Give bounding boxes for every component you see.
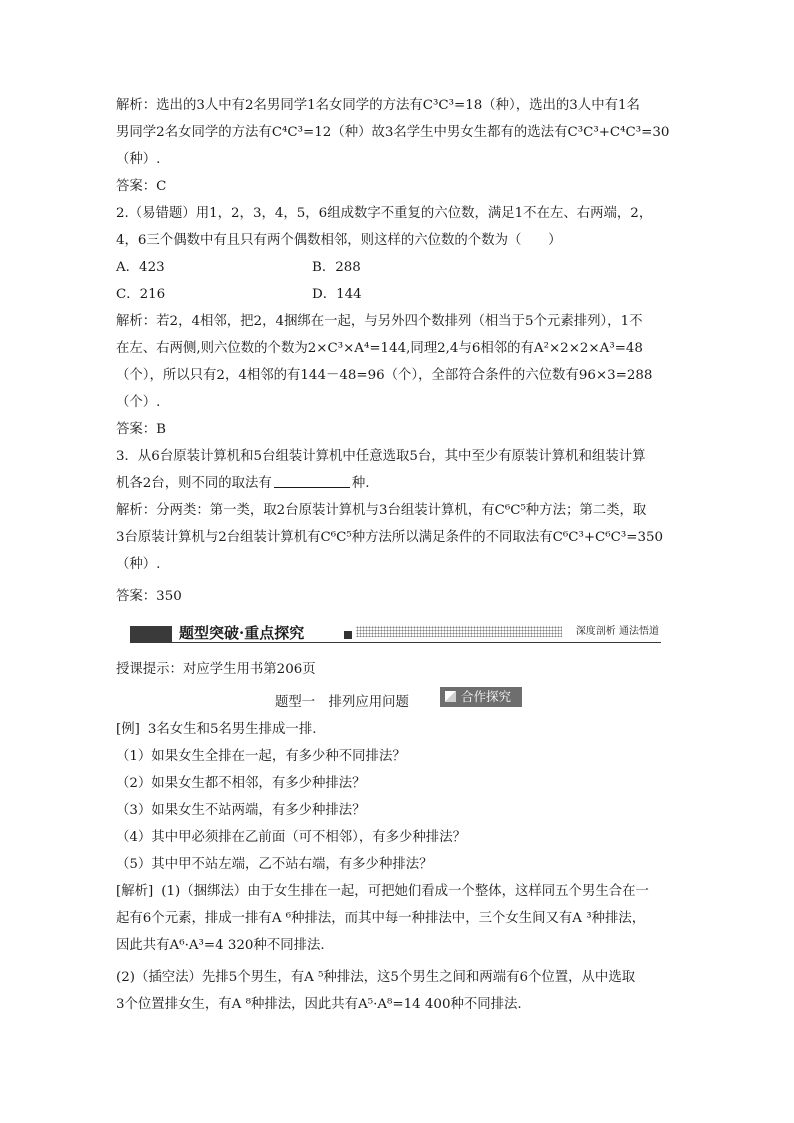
answer-blank (274, 475, 350, 488)
solution-label: [解析] (116, 884, 154, 899)
section-subtitle: 深度剖析 通法悟道 (575, 626, 659, 637)
answer-line: 答案：350 (116, 589, 182, 604)
example-solution-line: (2)（插空法）先排5个男生，有A ⁵种排法，这5个男生之间和两端有6个位置，从中选取 (116, 970, 636, 985)
solution-line: 解析：分两类：第一类，取2台原装计算机与3台组装计算机，有C⁶C⁵种方法；第二类，取 (116, 503, 647, 518)
question-line (116, 475, 369, 493)
topic-tag-label: 合作探究 (461, 689, 512, 704)
section-rule (130, 642, 661, 643)
option-a: A．423 (116, 260, 165, 275)
solution-line: 男同学2名女同学的方法有C⁴C³=12（种）故3名学生中男女生都有的选法有C³C³+C⁴C³=30 (116, 125, 670, 140)
section-header-bar (130, 626, 172, 642)
solution-line: 解析：若2，4相邻，把2，4捆绑在一起，与另外四个数排列（相当于5个元素排列），1不 (116, 314, 643, 329)
solution-line: （个），所以只有2，4相邻的有144－48=96（个），全部符合条件的六位数有96×3=288 (116, 368, 653, 383)
option-b: B．288 (312, 260, 361, 275)
answer-line: 答案：C (116, 179, 167, 194)
example-question: （1）如果女生全排在一起，有多少种不同排法？ (116, 749, 406, 764)
example-text: 3名女生和5名男生排成一排. (147, 722, 317, 737)
example-question: （2）如果女生都不相邻，有多少种排法？ (116, 776, 366, 791)
question-line: 4，6三个偶数中有且只有两个偶数相邻，则这样的六位数的个数为（ ） (116, 233, 562, 248)
puzzle-icon (445, 691, 456, 702)
solution-line: （种）. (116, 152, 161, 167)
example-question: （4）其中甲必须排在乙前面（可不相邻），有多少种排法？ (116, 830, 466, 845)
example-solution-line: 因此共有A⁶·A³=4 320种不同排法. (116, 938, 325, 953)
option-d: D．144 (312, 287, 362, 302)
example-line (116, 721, 316, 739)
question-text: 机各2台，则不同的取法有 (116, 476, 272, 491)
square-bullet-icon (344, 631, 352, 639)
section-header (130, 623, 661, 643)
solution-line: 3台原装计算机与2台组装计算机有C⁶C⁵种方法所以满足条件的不同取法有C⁶C³+C⁶C³=350 (116, 530, 664, 545)
question-line: 2.（易错题）用1，2，3，4，5，6组成数字不重复的六位数，满足1不在左、右两端，2， (116, 206, 653, 221)
option-c: C．216 (116, 287, 166, 302)
solution-text: (1)（捆绑法）由于女生排在一起，可把她们看成一个整体，这样同五个男生合在一 (161, 884, 649, 899)
section-title: 题型突破·重点探究 (179, 624, 305, 642)
example-solution-line (116, 883, 649, 901)
example-solution-line: 起有6个元素，排成一排有A ⁶种排法，而其中每一种排法中，三个女生间又有A ³种排法， (116, 911, 646, 926)
topic-title: 题型一 排列应用问题 (275, 695, 409, 710)
solution-line: 解析：选出的3人中有2名男同学1名女同学的方法有C³C³=18（种），选出的3人中有1名 (116, 98, 640, 113)
topic-tag (440, 687, 522, 707)
dotted-pattern (356, 626, 562, 637)
example-solution-line: 3个位置排女生，有A ⁸种排法，因此共有A⁵·A⁸=14 400种不同排法. (116, 997, 522, 1012)
solution-line: 在左、右两侧,则六位数的个数为2×C³×A⁴=144,同理2,4与6相邻的有A²×2×2×A³=48 (116, 341, 643, 356)
example-question: （5）其中甲不站左端，乙不站右端，有多少种排法？ (116, 857, 433, 872)
example-label: [例] (116, 722, 140, 737)
solution-line: （个）. (116, 395, 161, 410)
answer-line: 答案：B (116, 422, 167, 437)
example-question: （3）如果女生不站两端，有多少种排法？ (116, 803, 366, 818)
question-line: 3．从6台原装计算机和5台组装计算机中任意选取5台，其中至少有原装计算机和组装计算 (116, 449, 646, 464)
question-text: 种. (351, 476, 370, 491)
lecture-hint: 授课提示：对应学生用书第206页 (116, 662, 316, 677)
solution-line: （种）. (116, 557, 161, 572)
